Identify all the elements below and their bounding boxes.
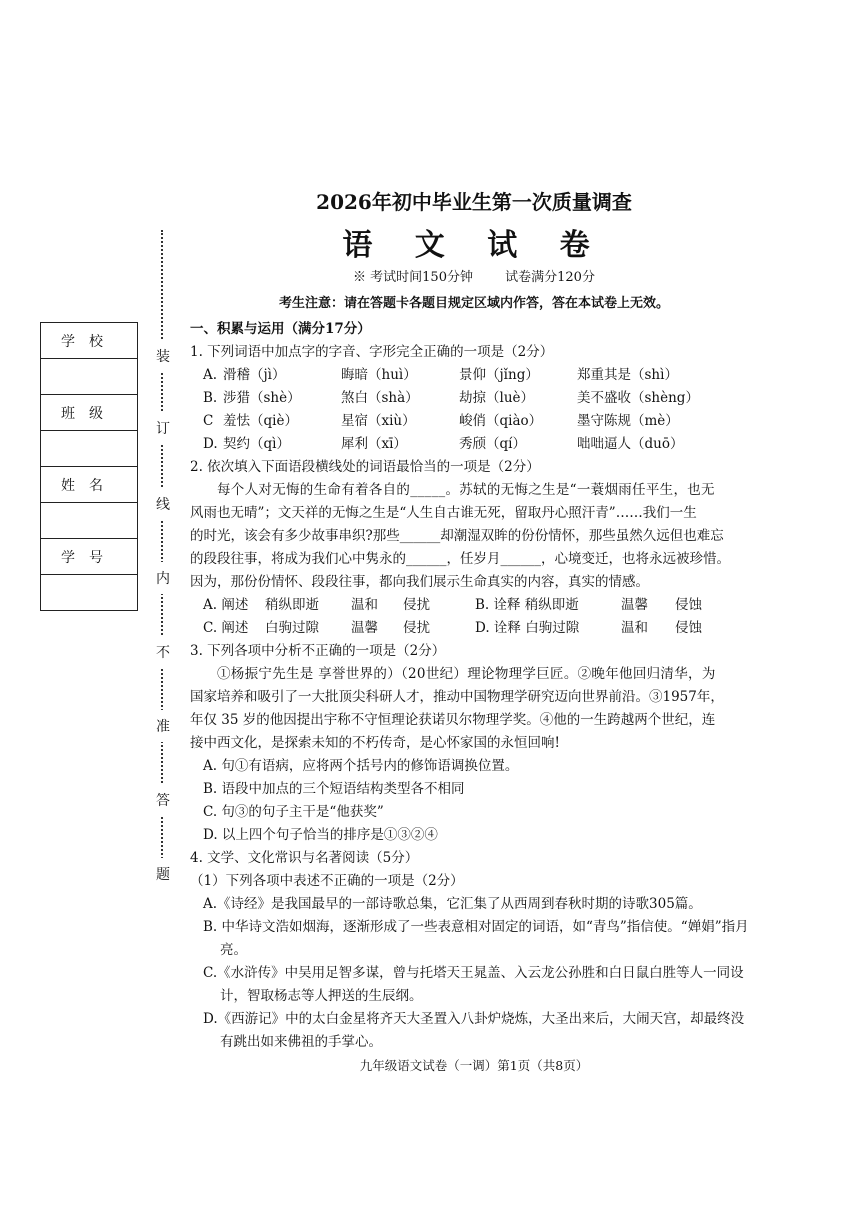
passage-line: 因为，那份份情怀、段段往事，都向我们展示生命真实的内容，真实的情感。 [190, 574, 649, 590]
binding-char: 不 [155, 636, 171, 668]
exam-score: 试卷满分120分 [505, 270, 595, 285]
passage-line: 年仅 35 岁的他因提出宇称不守恒理论获诺贝尔物理学奖。④他的一生跨越两个世纪，连 [190, 712, 716, 728]
binding-char: 内 [155, 562, 171, 594]
class-field[interactable] [41, 431, 138, 467]
passage-line: 接中西文化，是探索未知的不朽传奇，是心怀家国的永恒回响! [190, 735, 560, 751]
passage-line: 的段段往事，将成为我们心中隽永的______，任岁月______，心境变迁，也将永远被珍惜。 [190, 551, 730, 567]
exam-notice: 考生注意：请在答题卡各题目规定区域内作答，答在本试卷上无效。 [278, 296, 669, 311]
passage-line: 风雨也无晴”；文天祥的无悔之生是“人生自古谁无死，留取丹心照汗青”……我们一生 [190, 505, 697, 521]
question-2-stem: 2. 依次填入下面语段横线处的词语最恰当的一项是（2分） [190, 459, 540, 475]
question-1-option-row: A. 滑稽（jì） 晦暗（huì） 景仰（jǐng） 郑重其是（shì） [203, 367, 678, 383]
question-1-option-row: C 羞怯（qiè） 星宿（xiù） 峻俏（qiào） 墨守陈规（mè） [203, 413, 679, 429]
exam-content [190, 318, 750, 1054]
passage-line: ①杨振宁先生是 享誉世界的）（20世纪）理论物理学巨匠。②晚年他回归清华，为 [217, 666, 716, 682]
question-3-option: A. 句①有语病，应将两个括号内的修饰语调换位置。 [203, 758, 519, 774]
question-4-option: B. 中华诗文浩如烟海，逐渐形成了一些表意相对固定的词语，如“青鸟”指信使。“婵娟”指月亮。 [203, 919, 749, 958]
class-label: 班级 [41, 395, 138, 431]
name-field[interactable] [41, 503, 138, 539]
question-3-stem: 3. 下列各项中分析不正确的一项是（2分） [190, 643, 446, 659]
binding-char: 订 [155, 412, 171, 444]
passage-line: 每个人对无悔的生命有着各自的_____。苏轼的无悔之生是“一蓑烟雨任平生，也无 [217, 482, 715, 498]
student-info-table [40, 322, 138, 611]
question-4-option: D.《西游记》中的太白金星将齐天大圣置入八卦炉烧炼，大圣出来后，大闹天宫，却最终没有跳出如来佛祖的手掌心。 [203, 1011, 745, 1050]
passage-line: 的时光，该会有多少故事串织?那些______却潮湿双眸的份份情怀，那些虽然久远但也难忘 [190, 528, 724, 544]
question-4-option: C.《水浒传》中吴用足智多谋，曾与托塔天王晁盖、入云龙公孙胜和白日鼠白胜等人一同设计，智取杨志等人押送的生辰纲。 [203, 965, 744, 1004]
binding-char: 线 [155, 488, 171, 520]
question-1-option-row: B. 涉猎（shè） 煞白（shà） 劫掠（luè） 美不盛收（shèng） [203, 390, 699, 406]
subject-title: 语 文 试 卷 [342, 228, 606, 263]
passage-line: 国家培养和吸引了一大批顶尖科研人才，推动中国物理学研究迈向世界前沿。③1957年， [190, 689, 724, 705]
binding-char: 装 [155, 340, 171, 372]
question-3-option: D. 以上四个句子恰当的排序是①③②④ [203, 827, 438, 843]
name-label: 姓名 [41, 467, 138, 503]
binding-char: 题 [155, 858, 171, 890]
question-4-stem: 4. 文学、文化常识与名著阅读（5分） [190, 850, 419, 866]
question-2-option-row: C. 阐述 白驹过隙 温馨 侵扰 D. 诠释 白驹过隙 温和 侵蚀 [203, 620, 702, 636]
exam-time: ※ 考试时间150分钟 [353, 270, 473, 285]
question-3-option: C. 句③的句子主干是“他获奖” [203, 804, 384, 820]
exam-title: 2026年初中毕业生第一次质量调查 [316, 190, 632, 214]
section-heading: 一、积累与运用（满分17分） [190, 321, 371, 337]
question-1-option-row: D. 契约（qì） 犀利（xī） 秀颀（qí） 咄咄逼人（duō） [203, 436, 684, 452]
question-3-option: B. 语段中加点的三个短语结构类型各不相同 [203, 781, 465, 797]
binding-char: 准 [155, 710, 171, 742]
exam-info [0, 266, 868, 285]
question-2-option-row: A. 阐述 稍纵即逝 温和 侵扰 B. 诠释 稍纵即逝 温馨 侵蚀 [203, 597, 702, 613]
page-footer: 九年级语文试卷（一调）第1页（共8页） [359, 1058, 589, 1073]
question-4-sub-stem: （1）下列各项中表述不正确的一项是（2分） [190, 873, 464, 889]
id-label: 学号 [41, 539, 138, 575]
school-label: 学校 [41, 323, 138, 359]
binding-char: 答 [155, 784, 171, 816]
question-1-stem: 1. 下列词语中加点字的字音、字形完全正确的一项是（2分） [190, 344, 554, 360]
school-field[interactable] [41, 359, 138, 395]
question-4-option: A.《诗经》是我国最早的一部诗歌总集，它汇集了从西周到春秋时期的诗歌305篇。 [203, 896, 702, 912]
id-field[interactable] [41, 575, 138, 611]
